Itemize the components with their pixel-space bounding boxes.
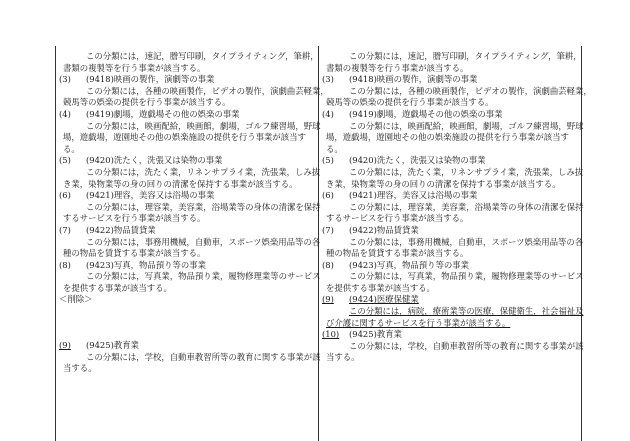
intro-line: この分類には，速記，謄写印刷，タイプライティング，筆耕，	[349, 51, 582, 61]
item-description-line: る。	[63, 143, 80, 154]
intro-line: 書類の複製等を行う事業が該当する。	[63, 62, 206, 73]
item-description-line: この分類には，事務用機械，自動車，スポーツ娯楽用品等の各	[86, 236, 321, 247]
item-heading	[59, 225, 314, 237]
item-number: (8)	[59, 259, 71, 270]
new-item-description-line: び介護に関するサービスを行う事業が該当する。	[326, 317, 511, 328]
item-heading	[322, 109, 577, 121]
item-title: (9420)洗たく，洗張又は染物の事業	[349, 155, 486, 166]
item-description-line: するサービスを行う事業が該当する。	[63, 213, 206, 224]
item-heading	[59, 260, 314, 272]
item-description-line: き業，染物業等の身の回りの清潔を保持する事業が該当する。	[326, 178, 561, 189]
item-description-line: 競馬等の娯楽の提供を行う事業が該当する。	[326, 97, 494, 108]
item-heading	[322, 329, 577, 341]
item-title: (9420)洗たく，洗張又は染物の事業	[86, 155, 223, 166]
comparison-table	[55, 46, 592, 441]
item-title: (9425)教育業	[349, 329, 402, 340]
new-item-heading	[322, 294, 577, 306]
item-title: (9418)映画の製作，演劇等の事業	[349, 74, 478, 85]
item-heading	[59, 155, 314, 167]
new-item-number: (9)	[322, 294, 334, 305]
item-heading	[322, 155, 577, 167]
item-title: (9423)写真，物品預り等の事業	[86, 259, 206, 270]
item-description-line: するサービスを行う事業が該当する。	[326, 213, 469, 224]
item-description-line: 種の物品を賃貸する事業が該当する。	[326, 248, 469, 259]
item-description-line: を提供する事業が該当する。	[63, 282, 172, 293]
item-title: (9419)劇場，遊戯場その他の娯楽の事業	[349, 108, 503, 119]
item-description-line: き業，染物業等の身の回りの清潔を保持する事業が該当する。	[63, 178, 298, 189]
intro-line: この分類には，速記，謄写印刷，タイプライティング，筆耕，	[86, 51, 319, 61]
item-description-line: 当する。	[326, 352, 360, 363]
item-description-line: 当する。	[63, 363, 97, 374]
item-description-line: 場，遊戯場，遊園地その他の娯楽施設の提供を行う事業が該当す	[63, 132, 306, 143]
item-heading	[59, 190, 314, 202]
item-description-line: この分類には，写真業，物品預り業，履物修理業等のサービス	[349, 271, 584, 282]
item-description-line: この分類には，洗たく業，リネンサプライ業，洗張業，しみ抜	[349, 166, 584, 177]
item-number: (5)	[322, 155, 334, 166]
item-description-line: 種の物品を賃貸する事業が該当する。	[63, 248, 206, 259]
item-description-line: この分類には，理容業，美容業，浴場業等の身体の清潔を保持	[86, 201, 321, 212]
item-description-line: この分類には，写真業，物品預り業，履物修理業等のサービス	[86, 271, 321, 282]
item-number: (9)	[59, 340, 71, 351]
right-column	[322, 51, 592, 364]
item-description-line: この分類には，洗たく業，リネンサプライ業，洗張業，しみ抜	[86, 166, 321, 177]
intro-line: 書類の複製等を行う事業が該当する。	[326, 62, 469, 73]
item-number: (3)	[322, 74, 334, 85]
item-title: (9418)映画の製作，演劇等の事業	[86, 74, 215, 85]
item-number: (4)	[322, 108, 334, 119]
item-title: (9425)教育業	[86, 340, 139, 351]
item-title: (9422)物品賃貸業	[349, 224, 419, 235]
item-description-line: この分類には，理容業，美容業，浴場業等の身体の清潔を保持	[349, 201, 584, 212]
left-column	[59, 51, 329, 375]
item-number: (7)	[322, 224, 334, 235]
item-number: (5)	[59, 155, 71, 166]
item-heading	[322, 260, 577, 272]
item-title: (9423)写真，物品預り等の事業	[349, 259, 469, 270]
item-number: (4)	[59, 108, 71, 119]
deleted-marker: ＜削除＞	[59, 294, 93, 305]
item-description-line: この分類には，各種の映画製作，ビデオの製作，演劇曲芸軽業，	[349, 85, 592, 96]
item-heading	[59, 74, 314, 86]
item-description-line: この分類には，映画配給，映画館，劇場，ゴルフ練習場，野球	[86, 120, 321, 131]
item-description-line: この分類には，学校，自動車教習所等の教育に関する事業が該	[349, 340, 584, 351]
item-number: (3)	[59, 74, 71, 85]
item-number: (6)	[59, 190, 71, 201]
item-description-line: る。	[326, 143, 343, 154]
item-number: (8)	[322, 259, 334, 270]
item-description-line: この分類には，各種の映画製作，ビデオの製作，演劇曲芸軽業，	[86, 85, 329, 96]
item-title: (9421)理容，美容又は浴場の事業	[349, 190, 478, 201]
item-heading	[59, 109, 314, 121]
item-title: (9422)物品賃貸業	[86, 224, 156, 235]
item-number: (7)	[59, 224, 71, 235]
item-number: (10)	[322, 329, 340, 340]
item-heading	[322, 74, 577, 86]
item-description-line: を提供する事業が該当する。	[326, 282, 435, 293]
item-description-line: この分類には，映画配給，映画館，劇場，ゴルフ練習場，野球	[349, 120, 584, 131]
item-heading	[322, 225, 577, 237]
item-title: (9421)理容，美容又は浴場の事業	[86, 190, 215, 201]
item-description-line: 場，遊戯場，遊園地その他の娯楽施設の提供を行う事業が該当す	[326, 132, 569, 143]
new-item-title: (9424)医療保健業	[349, 294, 419, 305]
new-item-description-line: この分類には，病院，療術業等の医療，保健衛生，社会福祉及	[349, 306, 584, 317]
item-description-line: この分類には，事務用機械，自動車，スポーツ娯楽用品等の各	[349, 236, 584, 247]
item-description-line: 競馬等の娯楽の提供を行う事業が該当する。	[63, 97, 231, 108]
blank-space	[59, 306, 314, 340]
item-heading	[59, 340, 314, 352]
item-description-line: この分類には，学校，自動車教習所等の教育に関する事業が該	[86, 351, 321, 362]
item-heading	[322, 190, 577, 202]
item-title: (9419)劇場，遊戯場その他の娯楽の事業	[86, 108, 240, 119]
item-number: (6)	[322, 190, 334, 201]
